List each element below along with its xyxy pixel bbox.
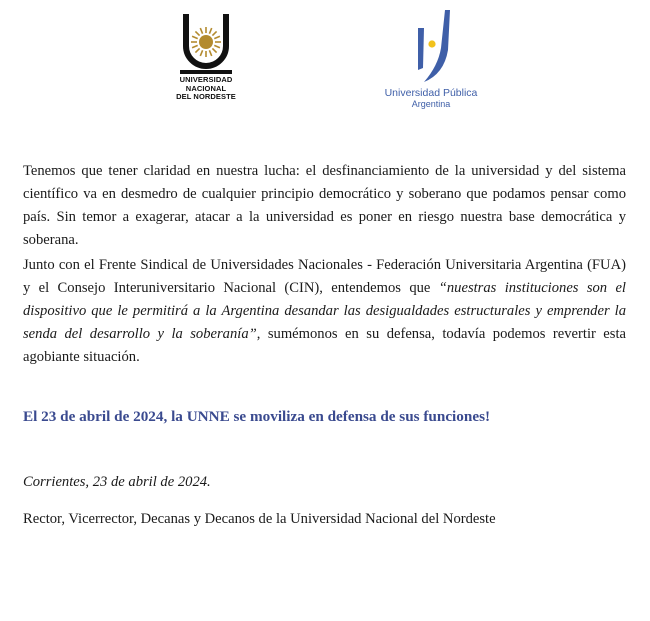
unne-line-3: DEL NORDESTE	[176, 92, 236, 101]
paragraph-funding: Tenemos que tener claridad en nuestra lucha: el desfinanciamiento de la universidad y del sistema científico va en desmedro de cualquier principio democrático y soberano que podamos pensar como país. Sin temor a exagerar, atacar a la universidad es poner en riesgo nuestra base democrática y soberana.	[23, 163, 626, 248]
place-date-line: Corrientes, 23 de abril de 2024.	[23, 474, 211, 490]
unne-sun-emblem-icon	[180, 12, 232, 74]
universidad-publica-logo	[376, 8, 486, 118]
paragraph-frente-sindical-start: Junto con el Frente Sindical de Universidades Nacionales - Federación Universitaria Argentina (FUA) y el Consejo Interuniversitario Nacional (CIN), entendemos que	[23, 257, 626, 296]
universidad-publica-title: Universidad Pública	[384, 87, 478, 99]
unne-logo	[166, 12, 246, 117]
unne-logo-text	[166, 76, 246, 102]
unne-line-1: UNIVERSIDAD	[179, 75, 233, 84]
signature-line: Rector, Vicerrector, Decanas y Decanos de la Universidad Nacional del Nordeste	[23, 511, 496, 527]
universidad-publica-subtitle: Argentina	[411, 99, 451, 109]
paragraph-frente-sindical	[23, 254, 626, 369]
institutions-quote: “nuestras instituciones son el dispositivo que le permitirá a la Argentina desandar las desigualdades estructurales y emprender la senda del desarrollo y la soberanía”	[23, 280, 626, 342]
mobilization-announcement: El 23 de abril de 2024, la UNNE se moviliza en defensa de sus funciones!	[23, 408, 491, 425]
unne-line-2: NACIONAL	[185, 83, 227, 93]
universidad-publica-emblem-icon	[408, 8, 454, 84]
paragraph-frente-sindical-end: , sumémonos en su defensa, todavía podemos revertir esta agobiante situación.	[23, 326, 626, 365]
